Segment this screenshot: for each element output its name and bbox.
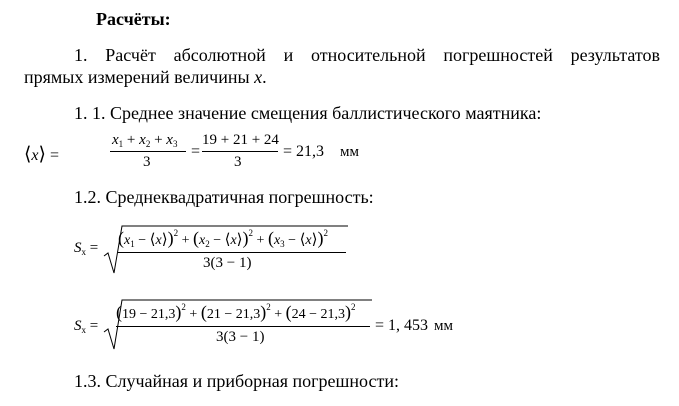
sx-numeric-denominator: 3(3 − 1) bbox=[216, 329, 265, 345]
mean-numerator: $x_1 + x_2 + x_3$ bbox=[112, 132, 178, 149]
mean-numeric-numerator: 19 + 21 + 24 bbox=[202, 132, 279, 148]
sx-result: = 1, 453 bbox=[375, 317, 429, 334]
sx-numeric-numerator: $(19 - 21,3)^2 + (21 - 21,3)^2 + (24 - 21,3)^2$ bbox=[116, 302, 356, 322]
sx-lhs: $S_x$ = bbox=[74, 240, 99, 257]
mean-result: = 21,3 bbox=[283, 143, 325, 160]
sx-unit: мм bbox=[434, 318, 453, 334]
mean-lhs: ⟨x⟩ = bbox=[24, 144, 59, 165]
section-1-line-2: прямых измерений величины x. bbox=[24, 67, 267, 87]
section-1-line-1: 1. Расчёт абсолютной и относительной погрешностей результатов bbox=[74, 45, 660, 65]
section-1-1-title: 1. 1. Среднее значение смещения баллистического маятника: bbox=[74, 103, 542, 123]
variable-x: x bbox=[254, 67, 263, 87]
sx-numerator: ($x_1$ − ⟨x⟩)$^2$ + ($x_2$ − ⟨x⟩)$^2$ + ($x_3$ − ⟨x⟩)$^2$ bbox=[118, 228, 328, 249]
mean-denominator: 3 bbox=[143, 154, 151, 170]
mean-unit: мм bbox=[340, 144, 359, 160]
sx-denominator: 3(3 − 1) bbox=[203, 255, 252, 271]
fraction-bar bbox=[118, 252, 346, 253]
heading: Расчёты: bbox=[96, 9, 171, 29]
fraction-bar bbox=[116, 326, 370, 327]
sx-numeric-lhs: $S_x$ = bbox=[74, 318, 99, 335]
equals-sign: = bbox=[191, 143, 201, 160]
mean-numeric-denominator: 3 bbox=[234, 154, 242, 170]
section-1-3-title: 1.3. Случайная и приборная погрешности: bbox=[74, 371, 399, 391]
section-1-2-title: 1.2. Среднеквадратичная погрешность: bbox=[74, 187, 374, 207]
fraction-bar bbox=[202, 151, 278, 152]
fraction-bar bbox=[110, 151, 186, 152]
